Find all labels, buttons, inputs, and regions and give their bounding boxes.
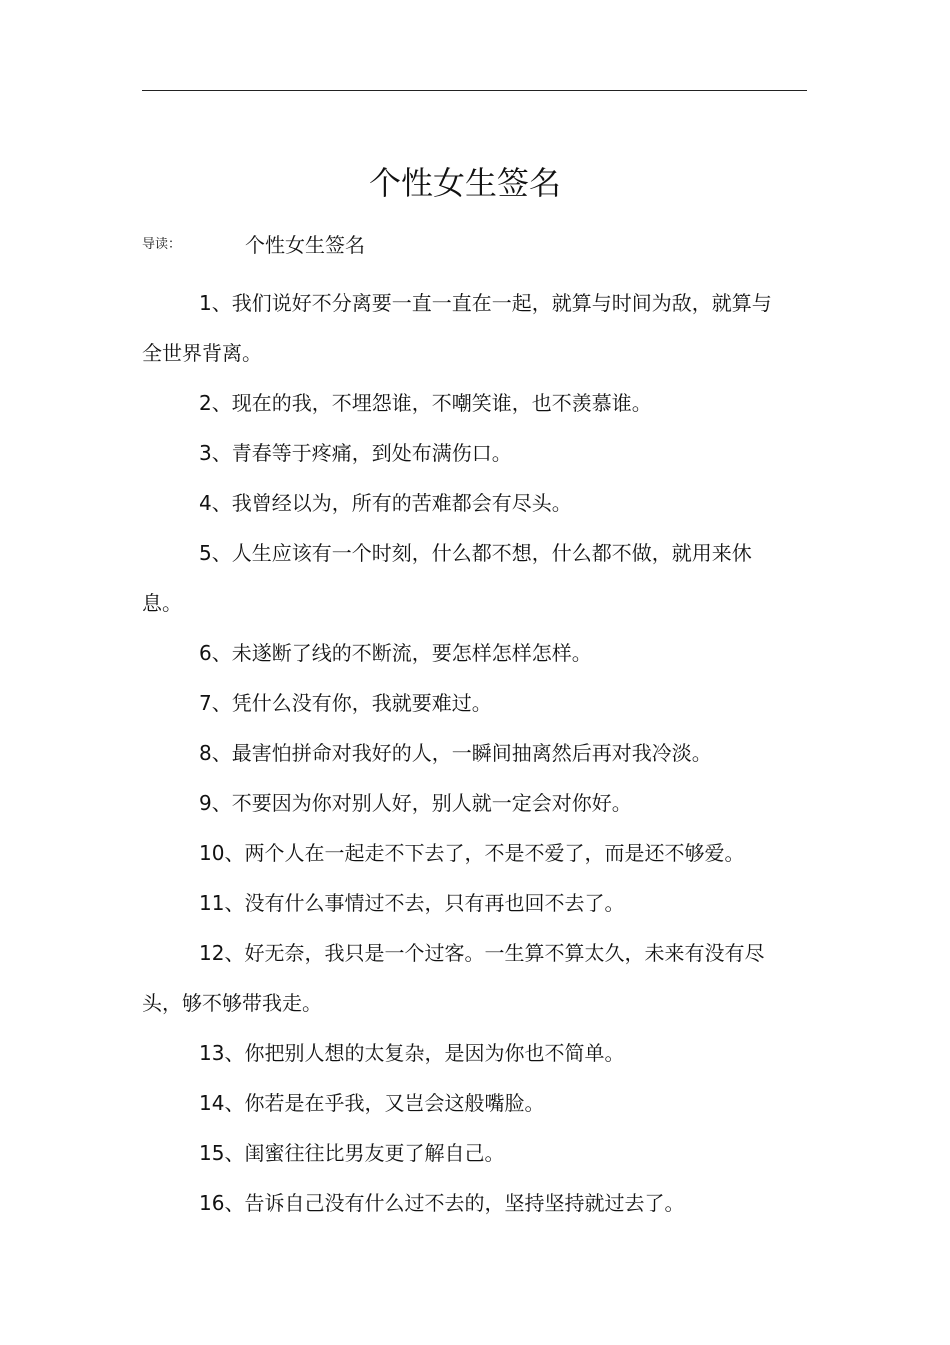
lead-label: 导读： [142, 237, 182, 252]
list-item: 14、你若是在乎我，又岂会这般嘴脸。 [199, 1091, 545, 1115]
list-item: 13、你把别人想的太复杂，是因为你也不简单。 [199, 1041, 625, 1065]
list-item: 4、我曾经以为，所有的苦难都会有尽头。 [199, 491, 572, 515]
list-item: 6、未遂断了线的不断流，要怎样怎样怎样。 [199, 641, 592, 665]
list-item: 5、人生应该有一个时刻，什么都不想，什么都不做，就用来休息。 [142, 541, 752, 615]
lead-section [142, 230, 807, 260]
lead-text: 个性女生签名 [245, 233, 365, 257]
list-item: 3、青春等于疼痛，到处布满伤口。 [199, 441, 512, 465]
signature-list [142, 278, 782, 1228]
header-rule [142, 90, 807, 91]
list-item: 2、现在的我，不埋怨谁，不嘲笑谁，也不羡慕谁。 [199, 391, 652, 415]
list-item: 7、凭什么没有你，我就要难过。 [199, 691, 492, 715]
list-item: 10、两个人在一起走不下去了，不是不爱了，而是还不够爱。 [199, 841, 745, 865]
list-item: 1、我们说好不分离要一直一直在一起，就算与时间为敌，就算与全世界背离。 [142, 291, 772, 365]
list-item: 12、好无奈，我只是一个过客。一生算不算太久，未来有没有尽头，够不够带我走。 [142, 941, 765, 1015]
list-item: 9、不要因为你对别人好，别人就一定会对你好。 [199, 791, 632, 815]
document-title: 个性女生签名 [368, 164, 561, 203]
list-item: 11、没有什么事情过不去，只有再也回不去了。 [199, 891, 625, 915]
list-item: 8、最害怕拼命对我好的人，一瞬间抽离然后再对我冷淡。 [199, 741, 712, 765]
list-item: 16、告诉自己没有什么过不去的，坚持坚持就过去了。 [199, 1191, 685, 1215]
list-item: 15、闺蜜往往比男友更了解自己。 [199, 1141, 505, 1165]
